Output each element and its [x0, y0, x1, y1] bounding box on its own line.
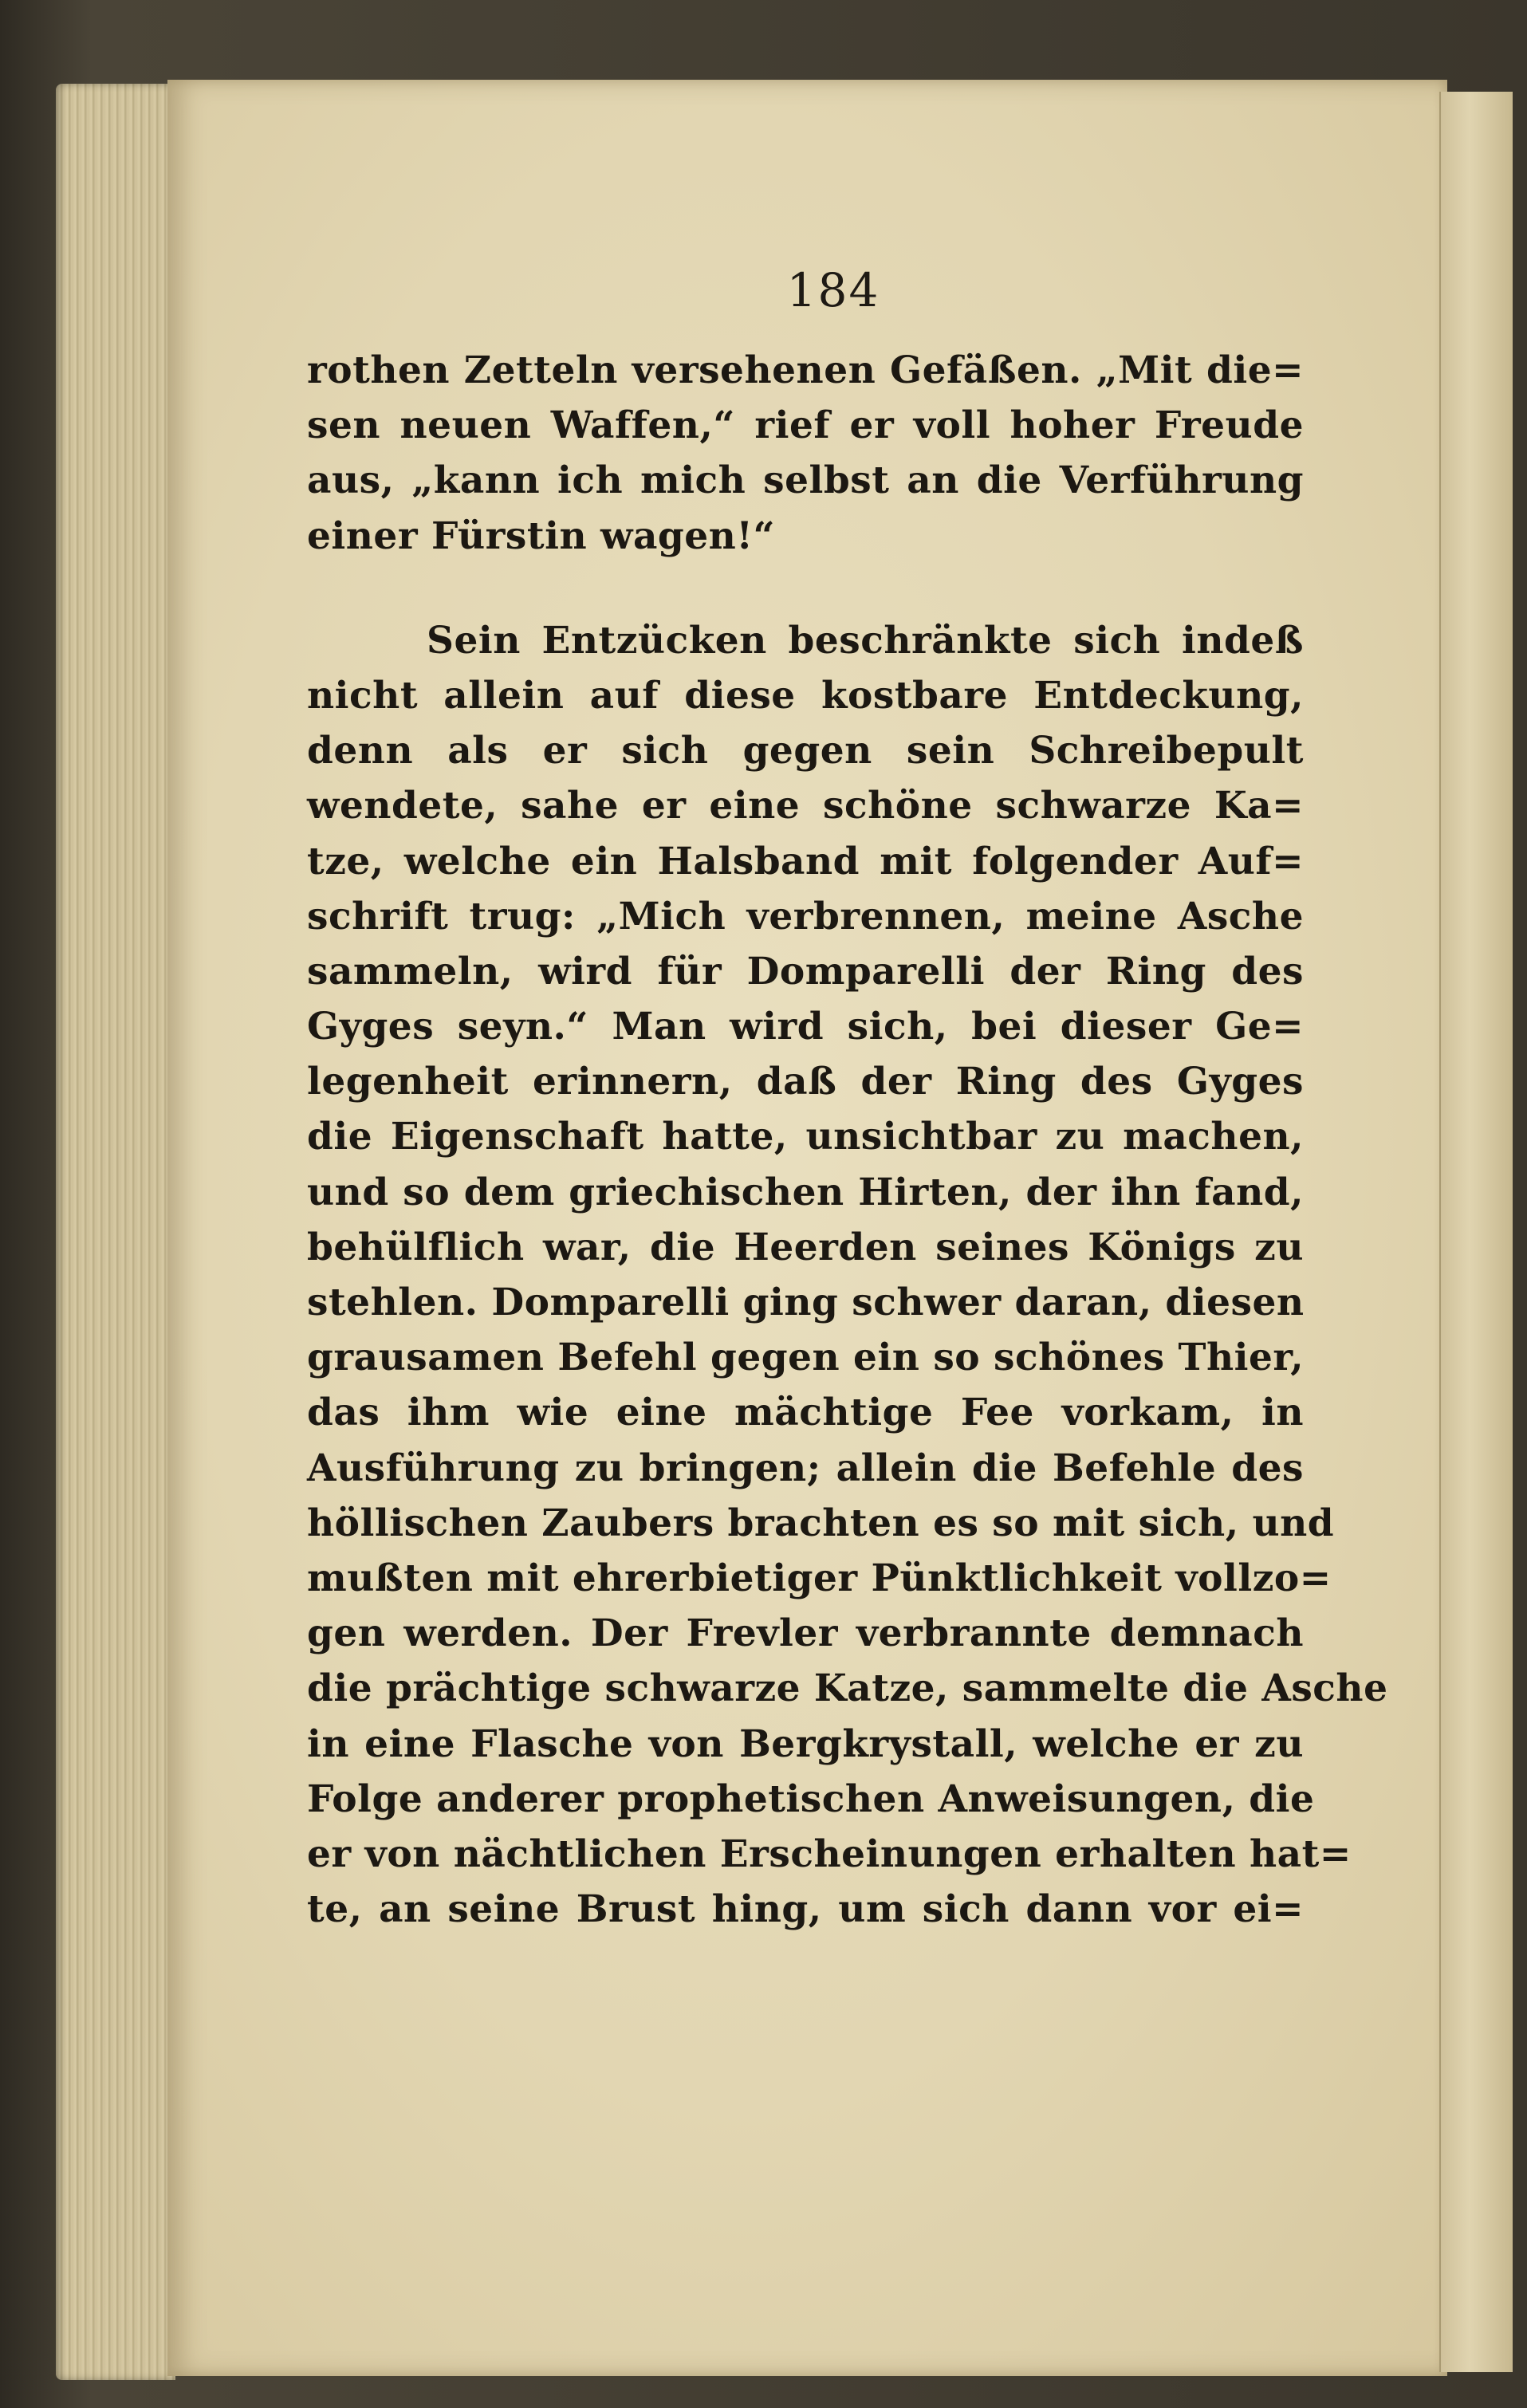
- text-line: gen werden. Der Frevler verbrannte demnach: [307, 1611, 1304, 1656]
- text-line: die prächtige schwarze Katze, sammelte die Asche: [307, 1666, 1388, 1711]
- text-line: rothen Zetteln versehenen Gefäßen. „Mit die=: [307, 348, 1304, 392]
- text-line: schrift trug: „Mich verbrennen, meine Asche: [307, 894, 1304, 938]
- text-line: Ausführung zu bringen; allein die Befehle des: [307, 1446, 1304, 1490]
- paragraph-gap: [307, 564, 1304, 613]
- text-line: denn als er sich gegen sein Schreibepult: [307, 729, 1304, 773]
- text-line: in eine Flasche von Bergkrystall, welche er zu: [307, 1721, 1304, 1766]
- text-line: Gyges seyn.“ Man wird sich, bei dieser Ge=: [307, 1005, 1304, 1049]
- paragraph-1: [307, 343, 1304, 564]
- text-line: aus, „kann ich mich selbst an die Verführung: [307, 458, 1304, 503]
- text-line: wendete, sahe er eine schöne schwarze Ka=: [307, 784, 1304, 828]
- text-line: nicht allein auf diese kostbare Entdeckung,: [307, 673, 1304, 718]
- text-line: legenheit erinnern, daß der Ring des Gyges: [307, 1060, 1304, 1104]
- text-line: grausamen Befehl gegen ein so schönes Thier,: [307, 1336, 1305, 1380]
- text-line: er von nächtlichen Erscheinungen erhalten hat=: [307, 1832, 1352, 1876]
- text-line: behülflich war, die Heerden seines Königs zu: [307, 1225, 1304, 1269]
- text-line: einer Fürstin wagen!“: [307, 513, 776, 558]
- text-line: Folge anderer prophetischen Anweisungen, die: [307, 1776, 1315, 1821]
- text-line: Sein Entzücken beschränkte sich indeß: [427, 618, 1304, 663]
- body-text: [307, 343, 1388, 1937]
- text-line: und so dem griechischen Hirten, der ihn fand,: [307, 1170, 1304, 1214]
- text-line: höllischen Zaubers brachten es so mit sich, und: [307, 1501, 1335, 1545]
- text-line: tze, welche ein Halsband mit folgender Auf=: [307, 839, 1304, 883]
- text-line: das ihm wie eine mächtige Fee vorkam, in: [307, 1391, 1304, 1435]
- paragraph-2: [307, 613, 1388, 1938]
- text-line: sammeln, wird für Domparelli der Ring des: [307, 949, 1304, 993]
- page-edges: [56, 84, 175, 2380]
- next-page-edge: [1439, 92, 1513, 2372]
- text-line: sen neuen Waffen,“ rief er voll hoher Freude: [307, 403, 1304, 448]
- text-line: die Eigenschaft hatte, unsichtbar zu machen,: [307, 1115, 1304, 1159]
- text-line: stehlen. Domparelli ging schwer daran, diesen: [307, 1281, 1305, 1324]
- text-line: mußten mit ehrerbietiger Pünktlichkeit vollzo=: [307, 1556, 1332, 1600]
- text-line: te, an seine Brust hing, um sich dann vor ei=: [307, 1887, 1304, 1932]
- page-number: 184: [786, 263, 880, 317]
